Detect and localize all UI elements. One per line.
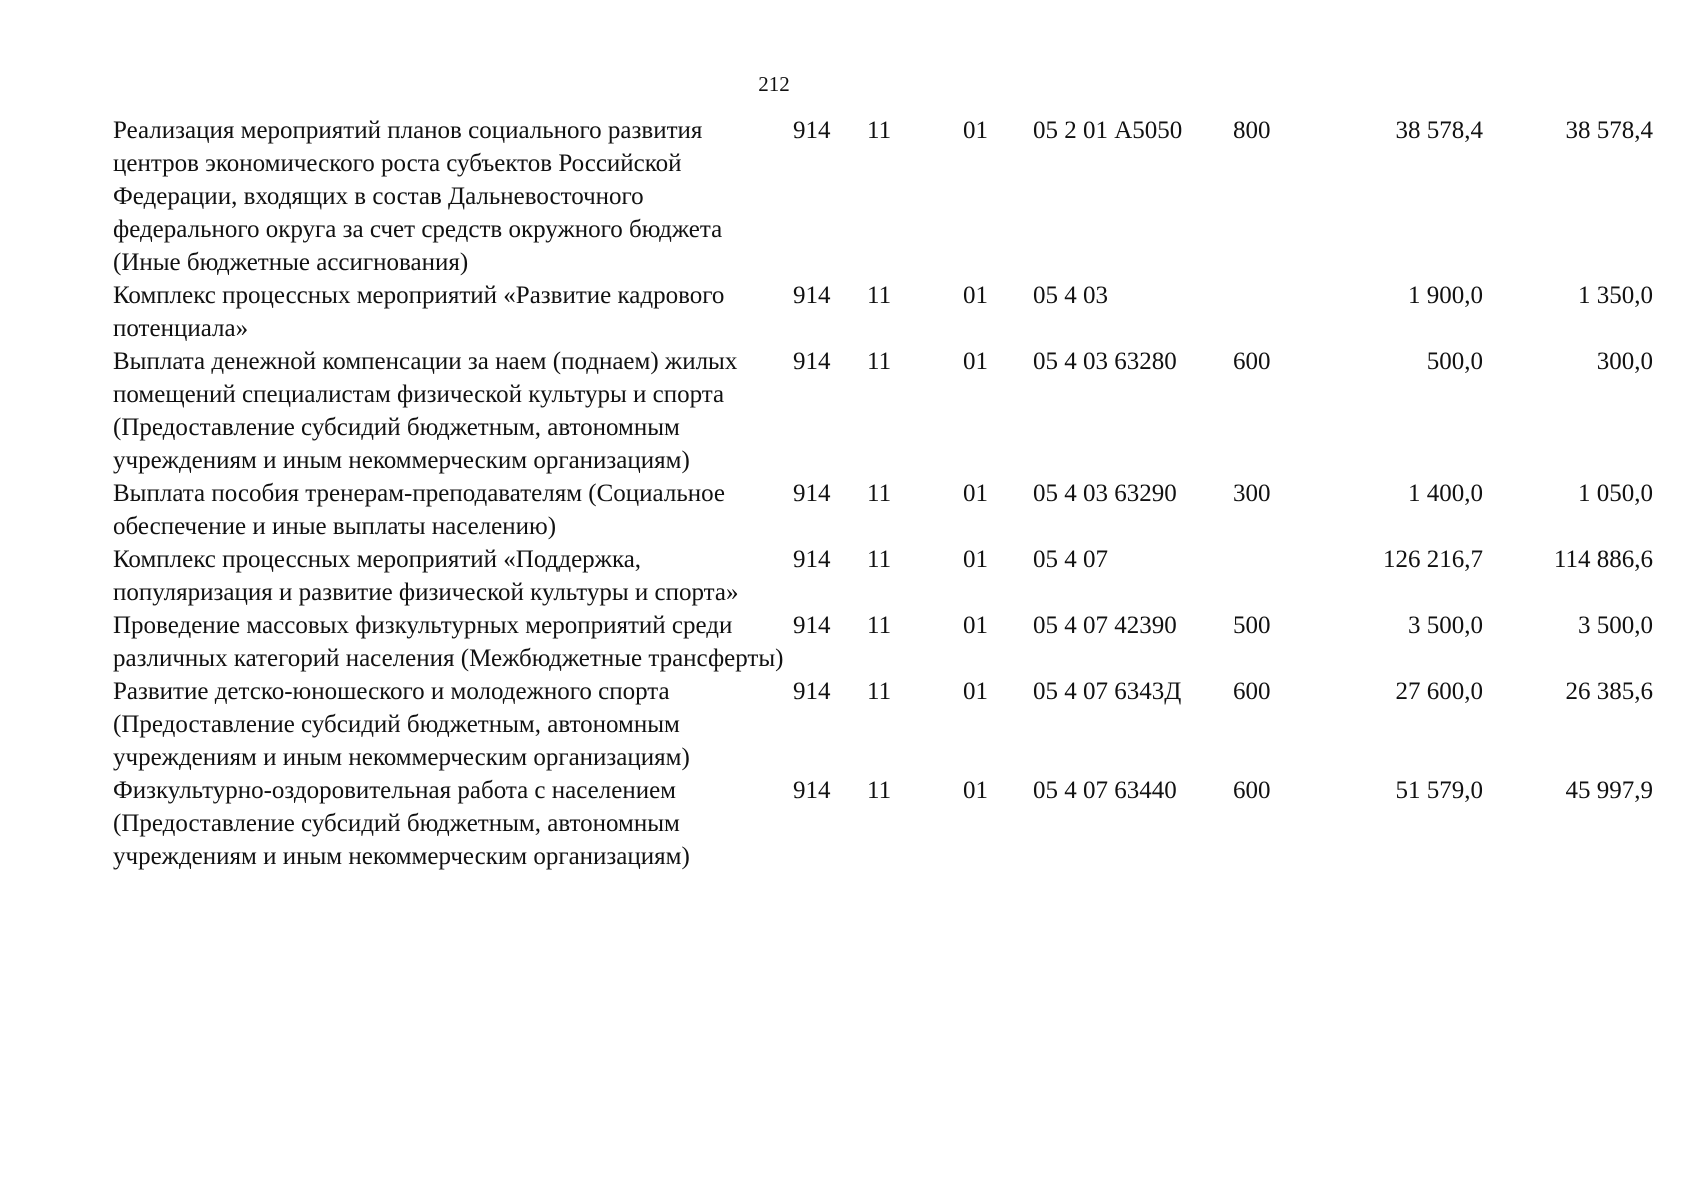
amount-year-1: 38 578,4 — [1395, 117, 1483, 144]
expense-type-code: 600 — [1233, 777, 1271, 804]
expense-type-code: 300 — [1233, 480, 1271, 507]
amount-year-2: 38 578,4 — [1565, 117, 1653, 144]
target-article-code: 05 2 01 А5050 — [1033, 117, 1183, 144]
expense-type-code — [1233, 279, 1313, 345]
amount-year-2: 26 385,6 — [1565, 678, 1653, 705]
table-row — [113, 114, 1653, 279]
expense-type-code: 600 — [1233, 678, 1271, 705]
table-row — [113, 345, 1653, 477]
row-name: Выплата денежной компенсации за наем (поднаем) жилых помещений специалистам физической культуры и спорта (Предоставление субсидий бюджетным, автономным учреждениям и иным некоммерческим организациям) — [113, 348, 738, 474]
subsection-code: 01 — [963, 480, 988, 507]
target-article-code: 05 4 07 42390 — [1033, 612, 1177, 639]
section-code: 11 — [867, 480, 892, 507]
target-article-code: 05 4 03 — [1033, 282, 1108, 309]
table-row — [113, 774, 1653, 873]
subsection-code: 01 — [963, 282, 988, 309]
target-article-code: 05 4 07 63440 — [1033, 777, 1177, 804]
target-article-code: 05 4 03 63290 — [1033, 480, 1177, 507]
ministry-code: 914 — [793, 117, 831, 144]
table-row — [113, 609, 1653, 675]
subsection-code: 01 — [963, 546, 988, 573]
amount-year-2: 300,0 — [1596, 348, 1653, 375]
subsection-code: 01 — [963, 117, 988, 144]
amount-year-2: 114 886,6 — [1553, 546, 1653, 573]
amount-year-2: 45 997,9 — [1565, 777, 1653, 804]
amount-year-1: 51 579,0 — [1395, 777, 1483, 804]
row-name: Развитие детско-юношеского и молодежного спорта (Предоставление субсидий бюджетным, автономным учреждениям и иным некоммерческим организациям) — [113, 678, 690, 771]
budget-table — [113, 114, 1653, 873]
section-code: 11 — [867, 612, 892, 639]
ministry-code: 914 — [793, 546, 831, 573]
amount-year-2: 1 050,0 — [1578, 480, 1653, 507]
section-code: 11 — [867, 282, 892, 309]
section-code: 11 — [867, 777, 892, 804]
table-row — [113, 477, 1653, 543]
row-name: Комплекс процессных мероприятий «Поддержка, популяризация и развитие физической культуры и спорта» — [113, 546, 739, 606]
table-row — [113, 675, 1653, 774]
section-code: 11 — [867, 348, 892, 375]
subsection-code: 01 — [963, 678, 988, 705]
subsection-code: 01 — [963, 348, 988, 375]
amount-year-1: 126 216,7 — [1383, 546, 1483, 573]
section-code: 11 — [867, 117, 892, 144]
ministry-code: 914 — [793, 777, 831, 804]
table-row — [113, 543, 1653, 609]
subsection-code: 01 — [963, 612, 988, 639]
ministry-code: 914 — [793, 612, 831, 639]
target-article-code: 05 4 03 63280 — [1033, 348, 1177, 375]
row-name: Физкультурно-оздоровительная работа с населением (Предоставление субсидий бюджетным, автономным учреждениям и иным некоммерческим организациям) — [113, 777, 690, 870]
row-name: Проведение массовых физкультурных мероприятий среди различных категорий населения (Межбюджетные трансферты) — [113, 612, 784, 672]
ministry-code: 914 — [793, 282, 831, 309]
row-name: Реализация мероприятий планов социального развития центров экономического роста субъектов Российской Федерации, входящих в состав Дальневосточного федерального округа за счет средств окружного бюджета (Иные бюджетные ассигнования) — [113, 117, 723, 276]
expense-type-code: 600 — [1233, 348, 1271, 375]
page-number: 212 — [758, 72, 790, 96]
expense-type-code: 500 — [1233, 612, 1271, 639]
expense-type-code — [1233, 543, 1313, 609]
amount-year-1: 1 900,0 — [1408, 282, 1483, 309]
table-row — [113, 279, 1653, 345]
expense-type-code: 800 — [1233, 117, 1271, 144]
row-name: Выплата пособия тренерам-преподавателям (Социальное обеспечение и иные выплаты населению) — [113, 480, 726, 540]
target-article-code: 05 4 07 — [1033, 546, 1108, 573]
subsection-code: 01 — [963, 777, 988, 804]
ministry-code: 914 — [793, 678, 831, 705]
row-name: Комплекс процессных мероприятий «Развитие кадрового потенциала» — [113, 282, 725, 342]
amount-year-2: 1 350,0 — [1578, 282, 1653, 309]
section-code: 11 — [867, 678, 892, 705]
amount-year-1: 27 600,0 — [1395, 678, 1483, 705]
section-code: 11 — [867, 546, 892, 573]
ministry-code: 914 — [793, 480, 831, 507]
ministry-code: 914 — [793, 348, 831, 375]
amount-year-2: 3 500,0 — [1578, 612, 1653, 639]
amount-year-1: 3 500,0 — [1408, 612, 1483, 639]
target-article-code: 05 4 07 6343Д — [1033, 678, 1182, 705]
amount-year-1: 1 400,0 — [1408, 480, 1483, 507]
amount-year-1: 500,0 — [1426, 348, 1483, 375]
